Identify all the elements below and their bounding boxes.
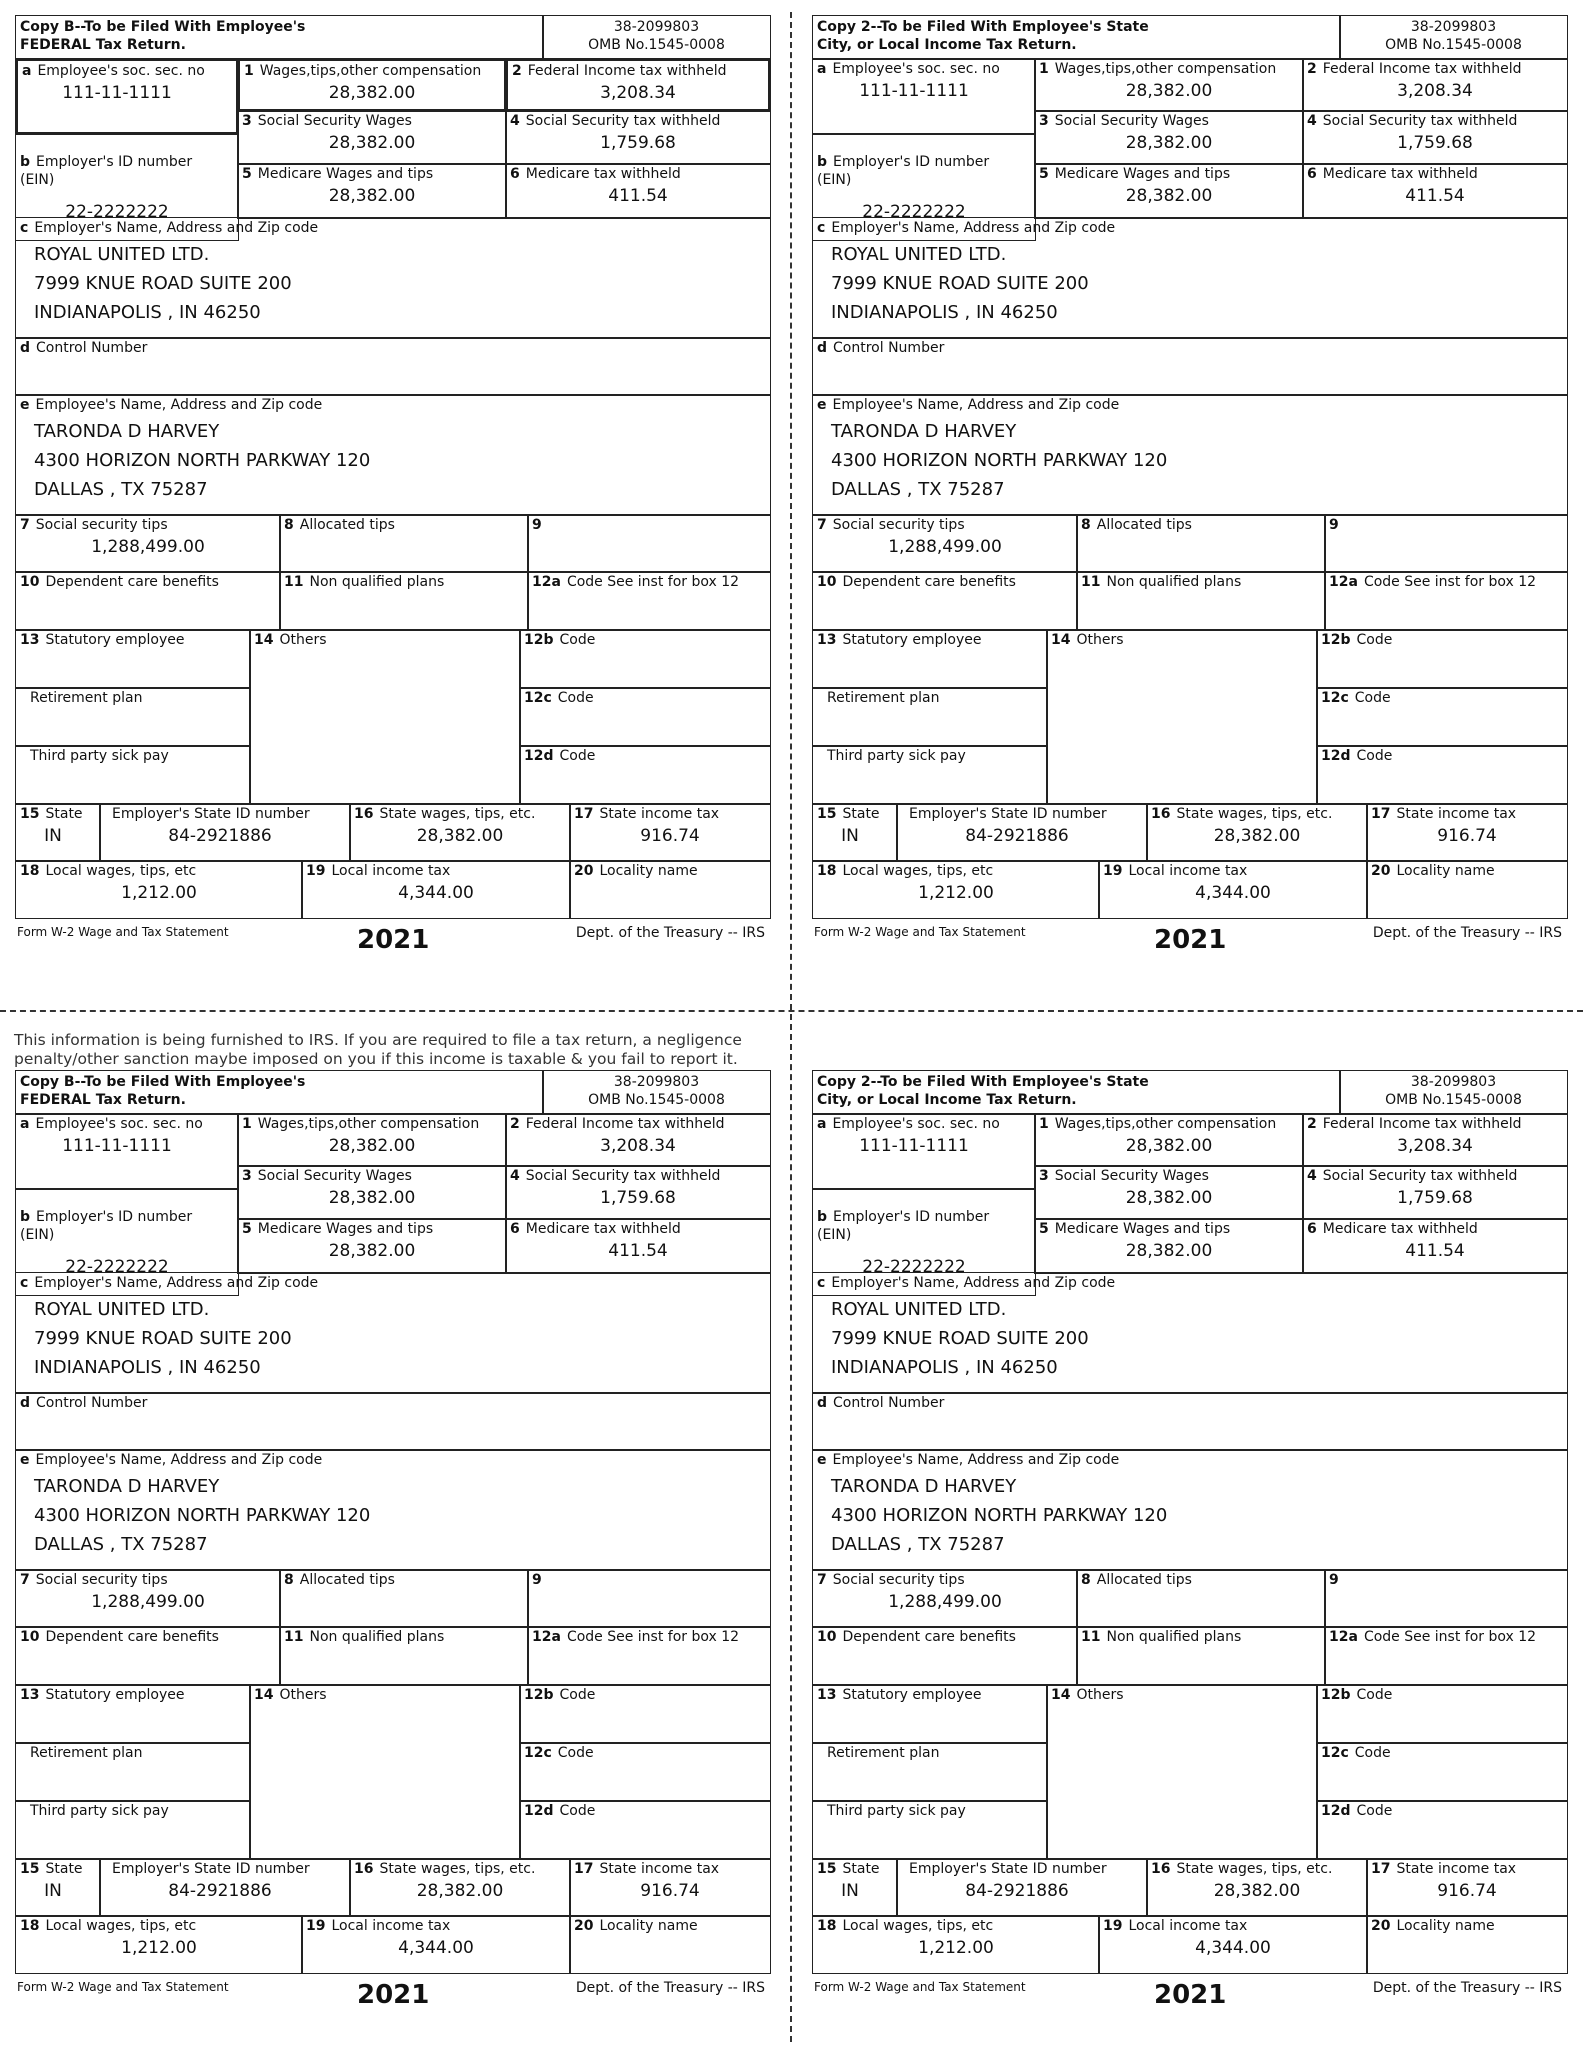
box-9: 9 — [1324, 1569, 1568, 1628]
footer-form-name: Form W-2 Wage and Tax Statement — [17, 925, 229, 939]
box-12b: 12b Code — [1316, 629, 1568, 689]
box-d-control: d Control Number — [15, 1392, 771, 1451]
local-wages-value: 1,212.00 — [121, 1938, 197, 1958]
box-13-statutory: 13 Statutory employee — [812, 629, 1048, 689]
ssn-value: 111-11-1111 — [62, 1136, 172, 1156]
omb-box — [1339, 1070, 1568, 1115]
state-value: IN — [841, 1881, 859, 1901]
box-4-ss-tax: 4 Social Security tax withheld 1,759.68 — [1302, 110, 1568, 165]
form-title-line2: City, or Local Income Tax Return. — [817, 37, 1077, 53]
form-title-box — [15, 15, 544, 60]
box-16-state-wages: 16 State wages, tips, etc. 28,382.00 — [349, 803, 571, 862]
state-id-box: Employer's State ID number 84-2921886 — [99, 1858, 351, 1917]
box-18-local-wages: 18 Local wages, tips, etc 1,212.00 — [812, 860, 1100, 919]
form-control-number: 38-2099803 — [1410, 19, 1497, 35]
box-20-locality: 20 Locality name — [569, 1915, 771, 1974]
employer-city: INDIANAPOLIS , IN 46250 — [831, 302, 1058, 323]
footer-year: 2021 — [1154, 925, 1227, 955]
box-8-allocated-tips: 8 Allocated tips — [1076, 1569, 1326, 1628]
box-11-nonqualified: 11 Non qualified plans — [279, 571, 529, 631]
wages-value: 28,382.00 — [1125, 1136, 1213, 1156]
state-tax-value: 916.74 — [640, 1881, 700, 1901]
fed-tax-value: 3,208.34 — [1397, 81, 1473, 101]
box-11-nonqualified: 11 Non qualified plans — [279, 1626, 529, 1686]
box-4-ss-tax: 4 Social Security tax withheld 1,759.68 — [1302, 1165, 1568, 1220]
footer-dept: Dept. of the Treasury -- IRS — [1372, 1980, 1562, 1996]
box-1-wages: 1 Wages,tips,other compensation 28,382.00 — [237, 1113, 507, 1167]
box-12d: 12d Code — [1316, 745, 1568, 805]
box-17-state-tax: 17 State income tax 916.74 — [1366, 803, 1568, 862]
ss-tax-value: 1,759.68 — [600, 1188, 676, 1208]
box-a-ssn: a Employee's soc. sec. no 111-11-1111 — [15, 1113, 239, 1190]
box-6-medicare-tax: 6 Medicare tax withheld 411.54 — [505, 1218, 771, 1274]
medicare-tax-value: 411.54 — [608, 186, 668, 206]
employee-street: 4300 HORIZON NORTH PARKWAY 120 — [831, 450, 1168, 471]
form-title-box — [15, 1070, 544, 1115]
box-8-allocated-tips: 8 Allocated tips — [1076, 514, 1326, 573]
box-1-wages: 1 Wages,tips,other compensation 28,382.00 — [237, 58, 507, 112]
box-d-control: d Control Number — [812, 337, 1568, 396]
local-wages-value: 1,212.00 — [918, 1938, 994, 1958]
footer-dept: Dept. of the Treasury -- IRS — [575, 1980, 765, 1996]
box-3-ss-wages: 3 Social Security Wages 28,382.00 — [1034, 110, 1304, 165]
form-control-number: 38-2099803 — [1410, 1074, 1497, 1090]
box-16-state-wages: 16 State wages, tips, etc. 28,382.00 — [1146, 803, 1368, 862]
box-1-wages: 1 Wages,tips,other compensation 28,382.00 — [1034, 1113, 1304, 1167]
box-2-fed-tax: 2 Federal Income tax withheld 3,208.34 — [505, 58, 771, 112]
box-12a: 12a Code See inst for box 12 — [1324, 1626, 1568, 1686]
ssn-value: 111-11-1111 — [62, 83, 172, 103]
ein-value: 22-2222222 — [862, 202, 966, 222]
box-c-employer: c Employer's Name, Address and Zip code ROYAL UNITED LTD. 7999 KNUE ROAD SUITE 200 INDIANAPOLIS , IN 46250 — [812, 217, 1568, 339]
w2-form-copy-4 — [812, 1070, 1568, 2010]
box-10-dependent-care: 10 Dependent care benefits — [812, 1626, 1078, 1686]
omb-number: OMB No.1545-0008 — [1385, 1092, 1522, 1108]
wages-value: 28,382.00 — [1125, 81, 1213, 101]
box-16-state-wages: 16 State wages, tips, etc. 28,382.00 — [349, 1858, 571, 1917]
box-b-ein: b Employer's ID number (EIN) 22-2222222 — [15, 133, 239, 241]
ssn-value: 111-11-1111 — [859, 1136, 969, 1156]
box-2-fed-tax: 2 Federal Income tax withheld 3,208.34 — [1302, 58, 1568, 112]
box-17-state-tax: 17 State income tax 916.74 — [569, 803, 771, 862]
ss-wages-value: 28,382.00 — [328, 1188, 416, 1208]
state-id-value: 84-2921886 — [168, 826, 272, 846]
employer-city: INDIANAPOLIS , IN 46250 — [831, 1357, 1058, 1378]
employer-city: INDIANAPOLIS , IN 46250 — [34, 1357, 261, 1378]
state-wages-value: 28,382.00 — [416, 826, 504, 846]
employer-name: ROYAL UNITED LTD. — [831, 244, 1007, 265]
form-title-line2: FEDERAL Tax Return. — [20, 37, 186, 53]
form-title-line1: Copy B--To be Filed With Employee's — [20, 19, 306, 35]
local-tax-value: 4,344.00 — [398, 1938, 474, 1958]
box-a-ssn: a Employee's soc. sec. no 111-11-1111 — [812, 58, 1036, 135]
fed-tax-value: 3,208.34 — [1397, 1136, 1473, 1156]
state-tax-value: 916.74 — [640, 826, 700, 846]
box-12a: 12a Code See inst for box 12 — [1324, 571, 1568, 631]
employer-street: 7999 KNUE ROAD SUITE 200 — [34, 1328, 292, 1349]
box-12b: 12b Code — [519, 1684, 771, 1744]
box-15-state: 15 State IN — [812, 803, 898, 862]
ss-tips-value: 1,288,499.00 — [888, 537, 1002, 557]
box-12c: 12c Code — [519, 1742, 771, 1802]
box-3-ss-wages: 3 Social Security Wages 28,382.00 — [237, 1165, 507, 1220]
box-14-others: 14 Others — [1046, 629, 1318, 805]
form-title-line1: Copy 2--To be Filed With Employee's State — [817, 1074, 1149, 1090]
ssn-value: 111-11-1111 — [859, 81, 969, 101]
employee-street: 4300 HORIZON NORTH PARKWAY 120 — [34, 450, 371, 471]
wages-value: 28,382.00 — [328, 83, 416, 103]
box-7-ss-tips: 7 Social security tips 1,288,499.00 — [812, 1569, 1078, 1628]
omb-box — [542, 15, 771, 60]
box-19-local-tax: 19 Local income tax 4,344.00 — [301, 1915, 571, 1974]
footer-year: 2021 — [1154, 1980, 1227, 2010]
box-20-locality: 20 Locality name — [569, 860, 771, 919]
state-value: IN — [841, 826, 859, 846]
employee-name: TARONDA D HARVEY — [34, 1476, 220, 1497]
box-d-control: d Control Number — [812, 1392, 1568, 1451]
box-19-local-tax: 19 Local income tax 4,344.00 — [1098, 1915, 1368, 1974]
state-id-box: Employer's State ID number 84-2921886 — [896, 803, 1148, 862]
box-12d: 12d Code — [519, 1800, 771, 1860]
ss-tips-value: 1,288,499.00 — [91, 537, 205, 557]
form-control-number: 38-2099803 — [613, 1074, 700, 1090]
employer-street: 7999 KNUE ROAD SUITE 200 — [831, 1328, 1089, 1349]
box-19-local-tax: 19 Local income tax 4,344.00 — [1098, 860, 1368, 919]
employee-street: 4300 HORIZON NORTH PARKWAY 120 — [34, 1505, 371, 1526]
box-12b: 12b Code — [519, 629, 771, 689]
state-id-value: 84-2921886 — [965, 1881, 1069, 1901]
box-12d: 12d Code — [1316, 1800, 1568, 1860]
employee-city: DALLAS , TX 75287 — [831, 479, 1005, 500]
omb-box — [542, 1070, 771, 1115]
employee-city: DALLAS , TX 75287 — [831, 1534, 1005, 1555]
fed-tax-value: 3,208.34 — [600, 1136, 676, 1156]
box-5-medicare-wages: 5 Medicare Wages and tips 28,382.00 — [237, 1218, 507, 1274]
retirement-plan-box: Retirement plan — [812, 1742, 1048, 1802]
box-7-ss-tips: 7 Social security tips 1,288,499.00 — [812, 514, 1078, 573]
box-c-employer: c Employer's Name, Address and Zip code ROYAL UNITED LTD. 7999 KNUE ROAD SUITE 200 INDIANAPOLIS , IN 46250 — [15, 217, 771, 339]
box-8-allocated-tips: 8 Allocated tips — [279, 1569, 529, 1628]
local-wages-value: 1,212.00 — [918, 883, 994, 903]
form-title-box — [812, 1070, 1341, 1115]
footer-form-name: Form W-2 Wage and Tax Statement — [814, 925, 1026, 939]
box-a-ssn: a Employee's soc. sec. no 111-11-1111 — [15, 58, 239, 135]
omb-number: OMB No.1545-0008 — [588, 1092, 725, 1108]
third-party-sick-pay-box: Third party sick pay — [15, 1800, 251, 1860]
box-d-control: d Control Number — [15, 337, 771, 396]
box-a-ssn: a Employee's soc. sec. no 111-11-1111 — [812, 1113, 1036, 1190]
medicare-tax-value: 411.54 — [1405, 186, 1465, 206]
employee-name: TARONDA D HARVEY — [831, 1476, 1017, 1497]
state-wages-value: 28,382.00 — [1213, 826, 1301, 846]
box-13-statutory: 13 Statutory employee — [15, 1684, 251, 1744]
form-control-number: 38-2099803 — [613, 19, 700, 35]
w2-form-copy-2 — [812, 15, 1568, 955]
box-e-employee: e Employee's Name, Address and Zip code TARONDA D HARVEY 4300 HORIZON NORTH PARKWAY 120 DALLAS , TX 75287 — [15, 394, 771, 516]
local-tax-value: 4,344.00 — [398, 883, 474, 903]
medicare-wages-value: 28,382.00 — [328, 186, 416, 206]
box-15-state: 15 State IN — [812, 1858, 898, 1917]
box-5-medicare-wages: 5 Medicare Wages and tips 28,382.00 — [237, 163, 507, 219]
state-tax-value: 916.74 — [1437, 1881, 1497, 1901]
employer-name: ROYAL UNITED LTD. — [34, 244, 210, 265]
ss-tax-value: 1,759.68 — [1397, 133, 1473, 153]
box-e-employee: e Employee's Name, Address and Zip code TARONDA D HARVEY 4300 HORIZON NORTH PARKWAY 120 DALLAS , TX 75287 — [812, 394, 1568, 516]
footer-year: 2021 — [357, 1980, 430, 2010]
form-title-line2: FEDERAL Tax Return. — [20, 1092, 186, 1108]
box-10-dependent-care: 10 Dependent care benefits — [15, 571, 281, 631]
box-18-local-wages: 18 Local wages, tips, etc 1,212.00 — [15, 860, 303, 919]
wages-value: 28,382.00 — [328, 1136, 416, 1156]
footer-form-name: Form W-2 Wage and Tax Statement — [814, 1980, 1026, 1994]
employee-city: DALLAS , TX 75287 — [34, 479, 208, 500]
box-12b: 12b Code — [1316, 1684, 1568, 1744]
box-20-locality: 20 Locality name — [1366, 1915, 1568, 1974]
box-9: 9 — [1324, 514, 1568, 573]
retirement-plan-box: Retirement plan — [15, 1742, 251, 1802]
box-9: 9 — [527, 514, 771, 573]
box-4-ss-tax: 4 Social Security tax withheld 1,759.68 — [505, 1165, 771, 1220]
box-18-local-wages: 18 Local wages, tips, etc 1,212.00 — [812, 1915, 1100, 1974]
omb-number: OMB No.1545-0008 — [1385, 37, 1522, 53]
box-7-ss-tips: 7 Social security tips 1,288,499.00 — [15, 1569, 281, 1628]
box-e-employee: e Employee's Name, Address and Zip code TARONDA D HARVEY 4300 HORIZON NORTH PARKWAY 120 DALLAS , TX 75287 — [812, 1449, 1568, 1571]
retirement-plan-box: Retirement plan — [15, 687, 251, 747]
medicare-tax-value: 411.54 — [608, 1241, 668, 1261]
omb-number: OMB No.1545-0008 — [588, 37, 725, 53]
state-tax-value: 916.74 — [1437, 826, 1497, 846]
ein-value: 22-2222222 — [65, 202, 169, 222]
box-15-state: 15 State IN — [15, 803, 101, 862]
employee-street: 4300 HORIZON NORTH PARKWAY 120 — [831, 1505, 1168, 1526]
local-tax-value: 4,344.00 — [1195, 883, 1271, 903]
medicare-wages-value: 28,382.00 — [328, 1241, 416, 1261]
footer-form-name: Form W-2 Wage and Tax Statement — [17, 1980, 229, 1994]
box-12a: 12a Code See inst for box 12 — [527, 571, 771, 631]
box-6-medicare-tax: 6 Medicare tax withheld 411.54 — [505, 163, 771, 219]
box-b-ein: b Employer's ID number (EIN) 22-2222222 — [812, 1188, 1036, 1296]
horizontal-cut-line — [0, 1010, 1583, 1012]
state-value: IN — [44, 826, 62, 846]
local-tax-value: 4,344.00 — [1195, 1938, 1271, 1958]
employer-city: INDIANAPOLIS , IN 46250 — [34, 302, 261, 323]
box-16-state-wages: 16 State wages, tips, etc. 28,382.00 — [1146, 1858, 1368, 1917]
medicare-tax-value: 411.54 — [1405, 1241, 1465, 1261]
box-10-dependent-care: 10 Dependent care benefits — [812, 571, 1078, 631]
box-13-statutory: 13 Statutory employee — [812, 1684, 1048, 1744]
ss-wages-value: 28,382.00 — [1125, 133, 1213, 153]
medicare-wages-value: 28,382.00 — [1125, 1241, 1213, 1261]
box-2-fed-tax: 2 Federal Income tax withheld 3,208.34 — [1302, 1113, 1568, 1167]
employee-name: TARONDA D HARVEY — [831, 421, 1017, 442]
box-15-state: 15 State IN — [15, 1858, 101, 1917]
box-11-nonqualified: 11 Non qualified plans — [1076, 1626, 1326, 1686]
w2-form-copy-1 — [15, 15, 771, 955]
state-id-box: Employer's State ID number 84-2921886 — [99, 803, 351, 862]
box-7-ss-tips: 7 Social security tips 1,288,499.00 — [15, 514, 281, 573]
box-8-allocated-tips: 8 Allocated tips — [279, 514, 529, 573]
state-wages-value: 28,382.00 — [1213, 1881, 1301, 1901]
footer-dept: Dept. of the Treasury -- IRS — [1372, 925, 1562, 941]
ss-tips-value: 1,288,499.00 — [888, 1592, 1002, 1612]
omb-box — [1339, 15, 1568, 60]
form-title-line1: Copy B--To be Filed With Employee's — [20, 1074, 306, 1090]
fed-tax-value: 3,208.34 — [600, 83, 676, 103]
box-12c: 12c Code — [1316, 1742, 1568, 1802]
box-12d: 12d Code — [519, 745, 771, 805]
box-6-medicare-tax: 6 Medicare tax withheld 411.54 — [1302, 1218, 1568, 1274]
third-party-sick-pay-box: Third party sick pay — [15, 745, 251, 805]
box-12c: 12c Code — [1316, 687, 1568, 747]
box-20-locality: 20 Locality name — [1366, 860, 1568, 919]
ss-wages-value: 28,382.00 — [328, 133, 416, 153]
state-id-box: Employer's State ID number 84-2921886 — [896, 1858, 1148, 1917]
box-12a: 12a Code See inst for box 12 — [527, 1626, 771, 1686]
ss-wages-value: 28,382.00 — [1125, 1188, 1213, 1208]
box-12c: 12c Code — [519, 687, 771, 747]
box-e-employee: e Employee's Name, Address and Zip code TARONDA D HARVEY 4300 HORIZON NORTH PARKWAY 120 DALLAS , TX 75287 — [15, 1449, 771, 1571]
box-c-employer: c Employer's Name, Address and Zip code ROYAL UNITED LTD. 7999 KNUE ROAD SUITE 200 INDIANAPOLIS , IN 46250 — [812, 1272, 1568, 1394]
w2-form-copy-3 — [15, 1070, 771, 2010]
third-party-sick-pay-box: Third party sick pay — [812, 745, 1048, 805]
form-title-line2: City, or Local Income Tax Return. — [817, 1092, 1077, 1108]
box-9: 9 — [527, 1569, 771, 1628]
box-b-ein: b Employer's ID number (EIN) 22-2222222 — [15, 1188, 239, 1296]
box-3-ss-wages: 3 Social Security Wages 28,382.00 — [1034, 1165, 1304, 1220]
box-c-employer: c Employer's Name, Address and Zip code ROYAL UNITED LTD. 7999 KNUE ROAD SUITE 200 INDIANAPOLIS , IN 46250 — [15, 1272, 771, 1394]
box-2-fed-tax: 2 Federal Income tax withheld 3,208.34 — [505, 1113, 771, 1167]
form-title-box — [812, 15, 1341, 60]
box-4-ss-tax: 4 Social Security tax withheld 1,759.68 — [505, 110, 771, 165]
local-wages-value: 1,212.00 — [121, 883, 197, 903]
employer-name: ROYAL UNITED LTD. — [831, 1299, 1007, 1320]
box-13-statutory: 13 Statutory employee — [15, 629, 251, 689]
state-id-value: 84-2921886 — [965, 826, 1069, 846]
form-title-line1: Copy 2--To be Filed With Employee's State — [817, 19, 1149, 35]
retirement-plan-box: Retirement plan — [812, 687, 1048, 747]
box-17-state-tax: 17 State income tax 916.74 — [1366, 1858, 1568, 1917]
ss-tax-value: 1,759.68 — [1397, 1188, 1473, 1208]
ein-value: 22-2222222 — [862, 1257, 966, 1277]
box-5-medicare-wages: 5 Medicare Wages and tips 28,382.00 — [1034, 1218, 1304, 1274]
box-10-dependent-care: 10 Dependent care benefits — [15, 1626, 281, 1686]
box-14-others: 14 Others — [249, 629, 521, 805]
footer-dept: Dept. of the Treasury -- IRS — [575, 925, 765, 941]
box-19-local-tax: 19 Local income tax 4,344.00 — [301, 860, 571, 919]
employee-city: DALLAS , TX 75287 — [34, 1534, 208, 1555]
footer-year: 2021 — [357, 925, 430, 955]
box-14-others: 14 Others — [1046, 1684, 1318, 1860]
state-value: IN — [44, 1881, 62, 1901]
ss-tax-value: 1,759.68 — [600, 133, 676, 153]
employee-name: TARONDA D HARVEY — [34, 421, 220, 442]
box-b-ein: b Employer's ID number (EIN) 22-2222222 — [812, 133, 1036, 241]
box-11-nonqualified: 11 Non qualified plans — [1076, 571, 1326, 631]
ss-tips-value: 1,288,499.00 — [91, 1592, 205, 1612]
box-18-local-wages: 18 Local wages, tips, etc 1,212.00 — [15, 1915, 303, 1974]
medicare-wages-value: 28,382.00 — [1125, 186, 1213, 206]
box-5-medicare-wages: 5 Medicare Wages and tips 28,382.00 — [1034, 163, 1304, 219]
vertical-cut-line — [790, 12, 792, 2042]
box-1-wages: 1 Wages,tips,other compensation 28,382.00 — [1034, 58, 1304, 112]
ein-value: 22-2222222 — [65, 1257, 169, 1277]
third-party-sick-pay-box: Third party sick pay — [812, 1800, 1048, 1860]
state-wages-value: 28,382.00 — [416, 1881, 504, 1901]
state-id-value: 84-2921886 — [168, 1881, 272, 1901]
employer-name: ROYAL UNITED LTD. — [34, 1299, 210, 1320]
employer-street: 7999 KNUE ROAD SUITE 200 — [34, 273, 292, 294]
box-6-medicare-tax: 6 Medicare tax withheld 411.54 — [1302, 163, 1568, 219]
box-14-others: 14 Others — [249, 1684, 521, 1860]
irs-notice: This information is being furnished to IRS. If you are required to file a tax return, a negligence penalty/other sanction maybe imposed on you if this income is taxable & you fail to report it. — [14, 1031, 742, 1068]
box-3-ss-wages: 3 Social Security Wages 28,382.00 — [237, 110, 507, 165]
box-17-state-tax: 17 State income tax 916.74 — [569, 1858, 771, 1917]
employer-street: 7999 KNUE ROAD SUITE 200 — [831, 273, 1089, 294]
